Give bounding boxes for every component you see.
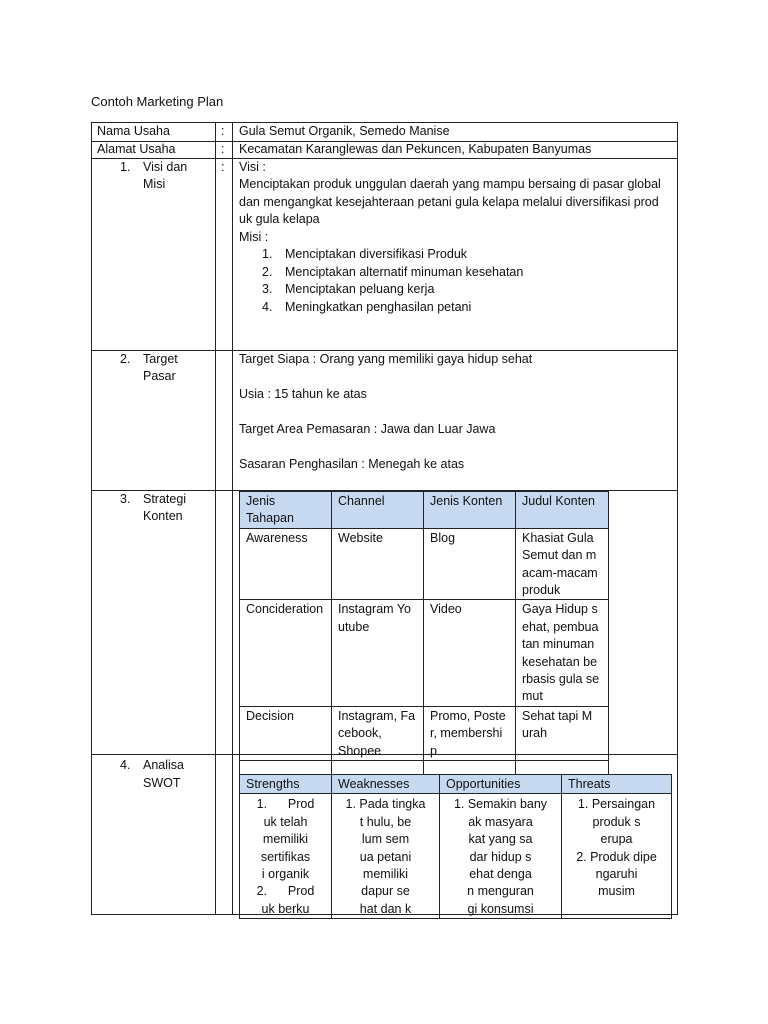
value-alamat-usaha: Kecamatan Karanglewas dan Pekuncen, Kabupaten Banyumas: [239, 142, 592, 156]
target-line: Target Area Pemasaran : Jawa dan Luar Jawa: [239, 422, 496, 436]
misi-item: Meningkatkan penghasilan petani: [285, 300, 472, 314]
cell-line: Instagram, Fa: [338, 708, 416, 723]
label-analisa-swot: Analisa: [143, 758, 184, 772]
cell-line: 2. Prod: [256, 884, 315, 899]
visi-line: Menciptakan produk unggulan daerah yang mampu bersaing di pasar global: [239, 177, 661, 191]
column-header: Jenis Tahapan: [240, 492, 332, 529]
table-cell: [424, 706, 516, 760]
misi-number: 1.: [262, 247, 273, 261]
cell-line: acam-macam: [522, 565, 598, 580]
misi-number: 3.: [262, 282, 273, 296]
cell-line: Blog: [430, 530, 456, 545]
cell-line: erupa: [600, 832, 633, 847]
table-cell: [332, 528, 424, 600]
colon: :: [221, 142, 225, 156]
label-strategi-konten: Strategi: [143, 492, 187, 506]
row-number: 1.: [120, 160, 131, 174]
label-visi-misi: Visi dan: [143, 160, 188, 174]
table-cell: [516, 528, 609, 600]
swot-cell-strengths: [240, 794, 332, 919]
cell-line: rbasis gula se: [522, 672, 600, 687]
cell-line: sertifikas: [260, 849, 311, 864]
table-cell: [424, 600, 516, 706]
table-cell: [516, 600, 609, 706]
row-number: 4.: [120, 758, 131, 772]
cell-line: produk: [522, 583, 561, 598]
cell-line: lum sem: [361, 832, 410, 847]
table-header-row: [240, 492, 609, 529]
cell-line: p: [430, 743, 437, 758]
table-cell: [332, 600, 424, 706]
cell-line: memiliki: [362, 867, 409, 882]
cell-line: i organik: [261, 867, 310, 882]
label-analisa-swot-2: SWOT: [143, 776, 181, 790]
swot-header-weaknesses: Weaknesses: [332, 775, 440, 794]
cell-line: gi konsumsi: [467, 901, 534, 916]
cell-line: n menguran: [467, 884, 534, 899]
cell-line: Shopee: [338, 743, 382, 758]
visi-line: uk gula kelapa: [239, 212, 320, 226]
label-alamat-usaha: Alamat Usaha: [97, 142, 176, 156]
table-cell: [240, 528, 332, 600]
cell-line: ehat denga: [469, 867, 532, 882]
cell-line: Concideration: [246, 602, 324, 617]
cell-line: hat dan k: [359, 901, 412, 916]
cell-line: 1. Prod: [256, 797, 315, 812]
swot-header-threats: Threats: [562, 775, 672, 794]
cell-line: uk berku: [261, 901, 310, 916]
label-nama-usaha: Nama Usaha: [97, 124, 170, 138]
cell-line: dapur se: [361, 884, 410, 899]
colon: :: [221, 160, 225, 174]
cell-line: r, membershi: [430, 726, 503, 741]
cell-line: musim: [598, 884, 635, 899]
misi-number: 2.: [262, 265, 273, 279]
row-number: 3.: [120, 492, 131, 506]
cell-line: Awareness: [246, 530, 308, 545]
swot-cell-threats: [562, 794, 672, 919]
cell-line: urah: [522, 726, 548, 741]
swot-table: [239, 774, 672, 919]
cell-line: Instagram Yo: [338, 602, 411, 617]
table-cell: [332, 706, 424, 760]
table-row: [240, 600, 609, 706]
cell-line: cebook,: [338, 726, 382, 741]
content-strategy-table: [239, 491, 609, 781]
cell-line: Video: [430, 602, 462, 617]
target-line: Sasaran Penghasilan : Menegah ke atas: [239, 457, 465, 471]
cell-line: kesehatan be: [522, 654, 598, 669]
label-strategi-konten-2: Konten: [143, 509, 183, 523]
table-cell: [240, 600, 332, 706]
column-header: Judul Konten: [516, 492, 609, 529]
colon: :: [221, 124, 225, 138]
cell-line: t hulu, be: [359, 814, 412, 829]
cell-line: kat yang sa: [468, 832, 533, 847]
cell-line: memiliki: [262, 832, 309, 847]
table-row: [240, 706, 609, 760]
target-line: Usia : 15 tahun ke atas: [239, 387, 367, 401]
document-title: Contoh Marketing Plan: [91, 94, 224, 109]
misi-item: Menciptakan alternatif minuman kesehatan: [285, 265, 524, 279]
cell-line: 1. Persaingan: [577, 797, 656, 812]
swot-cell-opportunities: [440, 794, 562, 919]
cell-line: Sehat tapi M: [522, 708, 593, 723]
misi-item: Menciptakan diversifikasi Produk: [285, 247, 468, 261]
table-row: [240, 794, 672, 919]
swot-header-opportunities: Opportunities: [440, 775, 562, 794]
cell-line: Gaya Hidup s: [522, 602, 598, 617]
table-cell: [424, 528, 516, 600]
label-target-pasar: Target: [143, 352, 178, 366]
misi-item: Menciptakan peluang kerja: [285, 282, 435, 296]
table-cell: [516, 706, 609, 760]
cell-line: Website: [338, 530, 383, 545]
column-header: Channel: [332, 492, 424, 529]
cell-line: tan minuman: [522, 637, 595, 652]
cell-line: dar hidup s: [469, 849, 532, 864]
misi-number: 4.: [262, 300, 273, 314]
swot-header-strengths: Strengths: [240, 775, 332, 794]
cell-line: ak masyara: [468, 814, 533, 829]
cell-line: utube: [338, 619, 370, 634]
misi-heading: Misi :: [239, 230, 269, 244]
value-nama-usaha: Gula Semut Organik, Semedo Manise: [239, 124, 450, 138]
cell-line: Decision: [246, 708, 294, 723]
cell-line: Semut dan m: [522, 548, 597, 563]
cell-line: 2. Produk dipe: [576, 849, 657, 864]
table-header-row: [240, 775, 672, 794]
target-line: Target Siapa : Orang yang memiliki gaya hidup sehat: [239, 352, 533, 366]
cell-line: ehat, pembua: [522, 619, 599, 634]
label-target-pasar-2: Pasar: [143, 369, 176, 383]
cell-line: mut: [522, 689, 543, 704]
cell-line: produk s: [592, 814, 641, 829]
row-number: 2.: [120, 352, 131, 366]
column-header: Jenis Konten: [424, 492, 516, 529]
cell-line: Khasiat Gula: [522, 530, 594, 545]
swot-cell-weaknesses: [332, 794, 440, 919]
label-visi-misi-2: Misi: [143, 177, 166, 191]
cell-line: ua petani: [359, 849, 412, 864]
table-row: [240, 528, 609, 600]
cell-line: Promo, Poste: [430, 708, 506, 723]
table-cell: [240, 706, 332, 760]
cell-line: ngaruhi: [595, 867, 638, 882]
visi-line: dan mengangkat kesejahteraan petani gula kelapa melalui diversifikasi prod: [239, 195, 659, 209]
visi-heading: Visi :: [239, 160, 266, 174]
cell-line: 1. Pada tingka: [345, 797, 426, 812]
cell-line: 1. Semakin bany: [453, 797, 548, 812]
cell-line: uk telah: [263, 814, 308, 829]
